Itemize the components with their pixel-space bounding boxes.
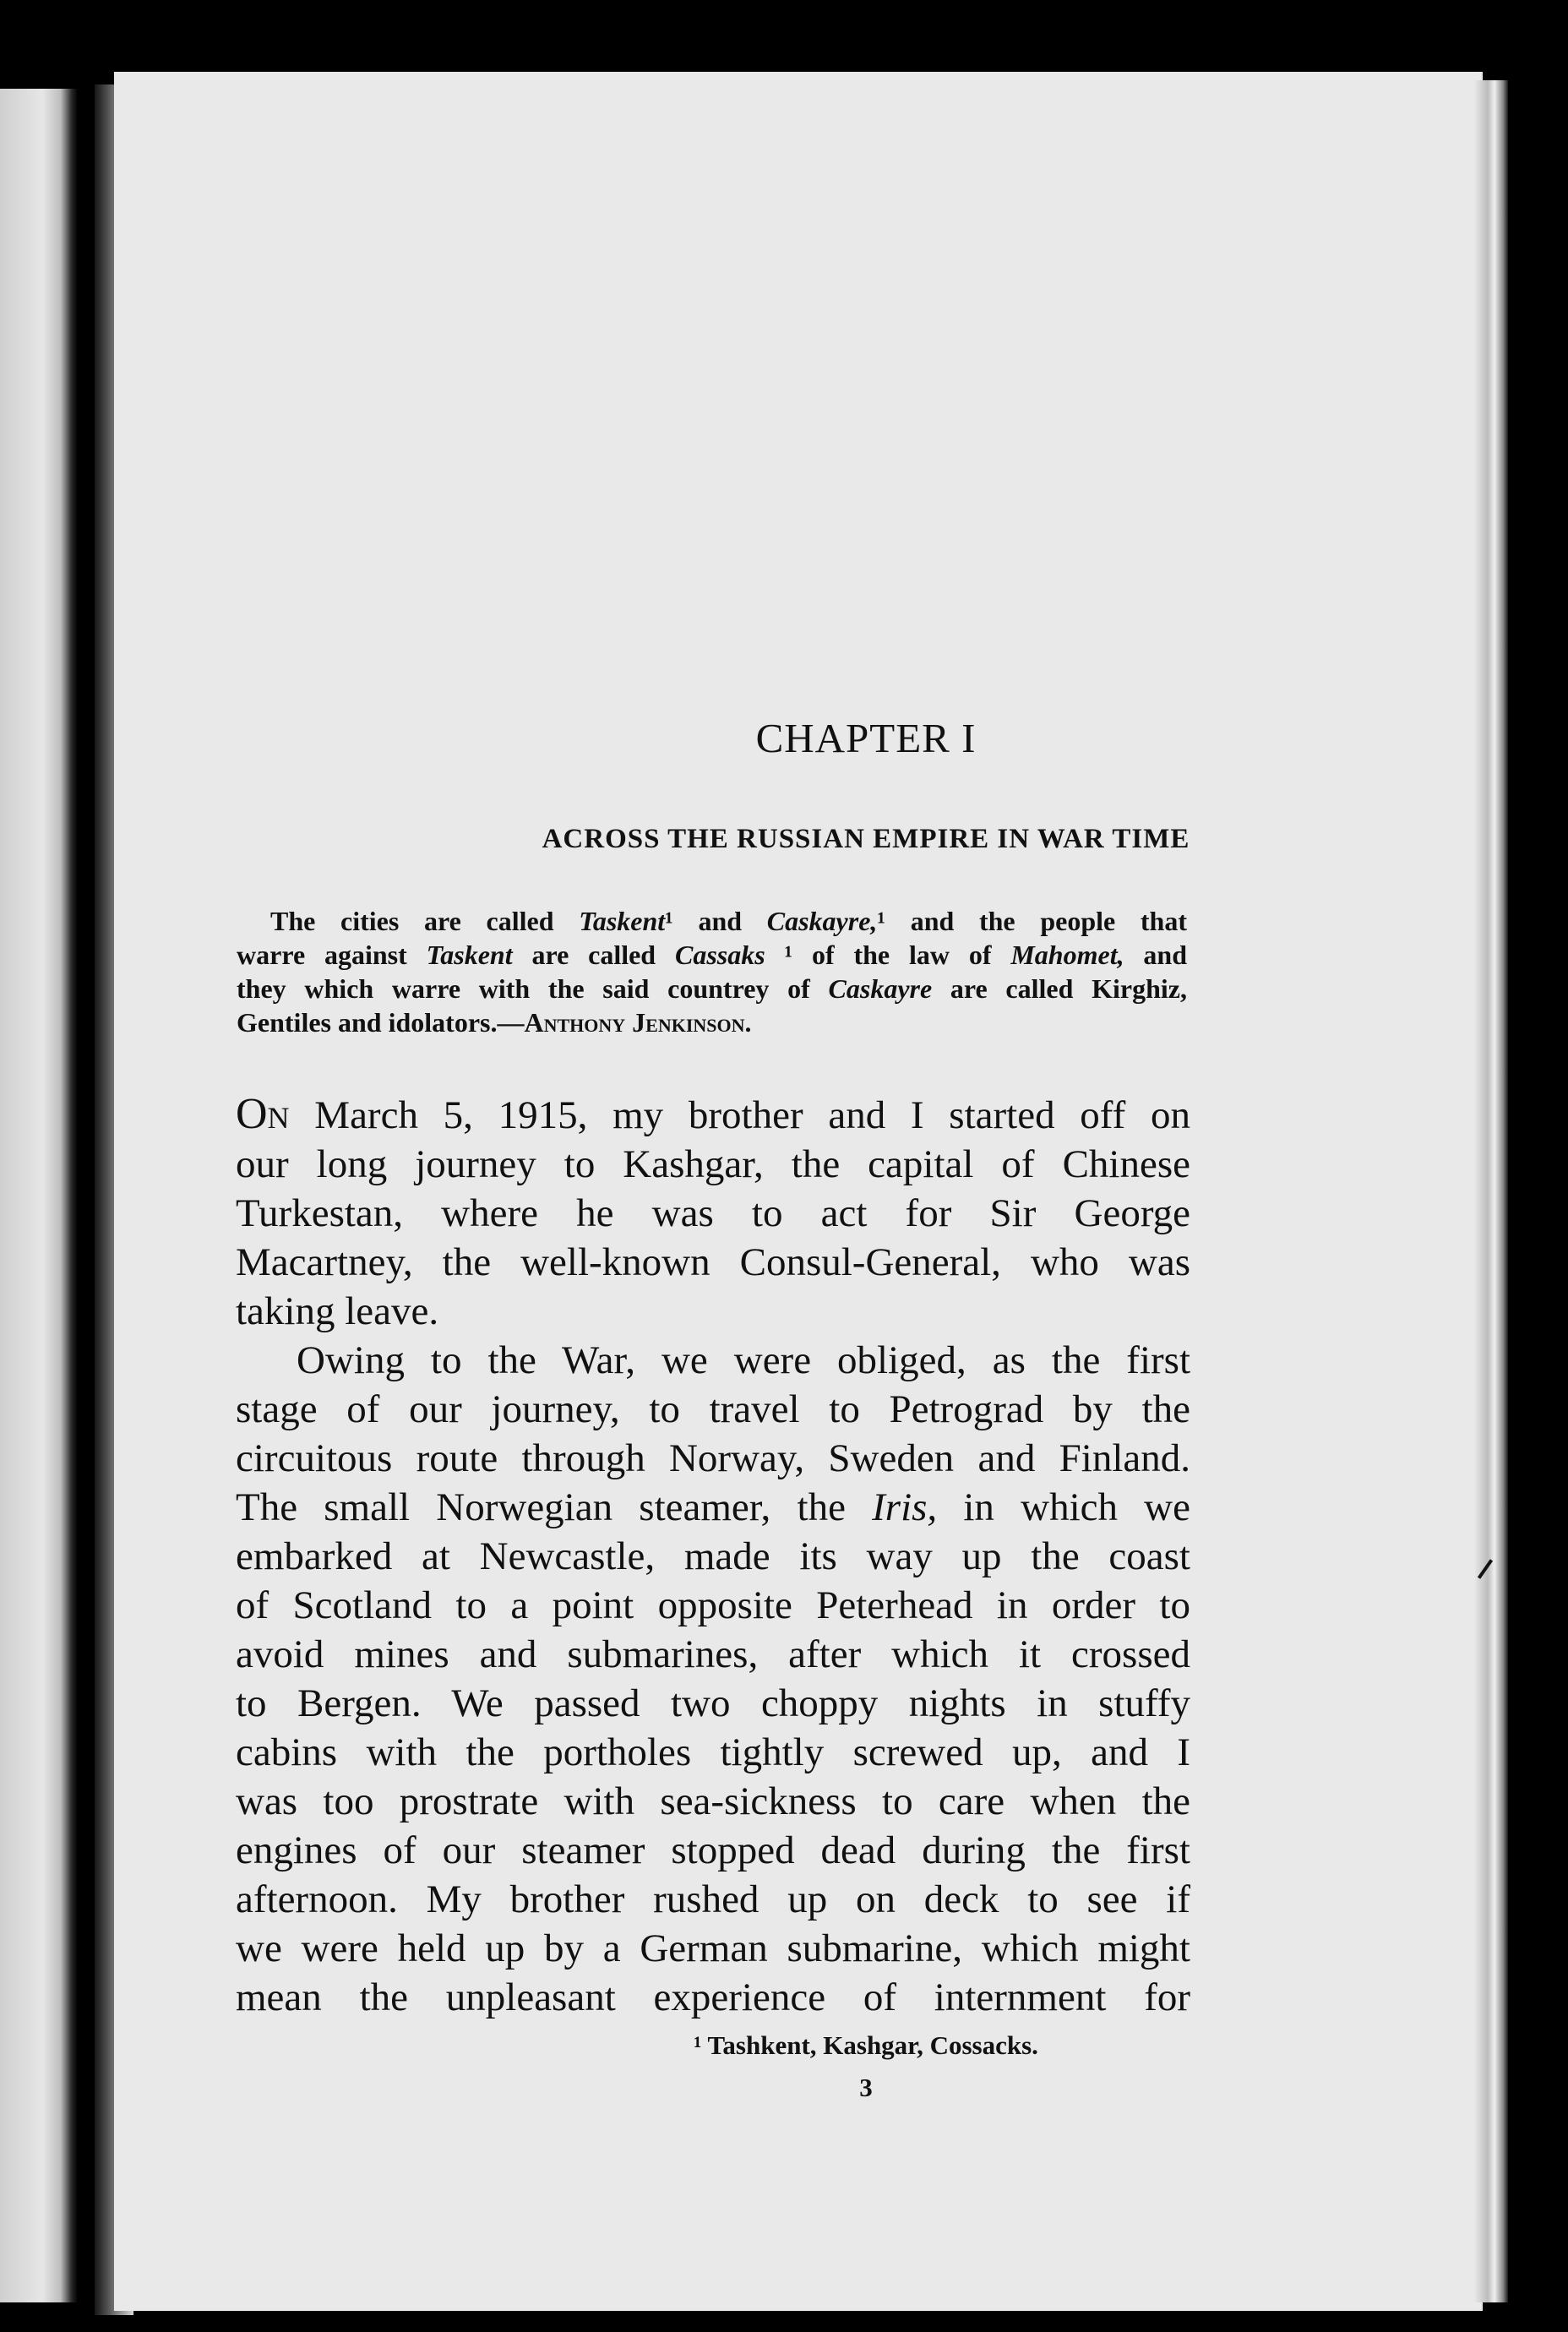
drop-cap: On (236, 1090, 290, 1138)
book-page (114, 72, 1483, 2311)
chapter-title: CHAPTER I (755, 715, 977, 761)
text-line: embarked at Newcastle, made its way up the coast (236, 1534, 1190, 1578)
facing-page-edge (0, 89, 78, 2302)
text-line: afternoon. My brother rushed up on deck to see if (236, 1877, 1190, 1921)
text-line: Turkestan, where he was to act for Sir George (236, 1191, 1190, 1235)
text-line: mean the unpleasant experience of internment for (236, 1975, 1190, 2019)
text-line: Owing to the War, we were obliged, as the first (297, 1338, 1190, 1382)
body-text (236, 1090, 1190, 2022)
text-line: was too prostrate with sea-sickness to care when the (236, 1779, 1190, 1823)
epigraph-line: The cities are called Taskent¹ and Caskayre,¹ and the people that (270, 906, 1188, 936)
chapter-subtitle: ACROSS THE RUSSIAN EMPIRE IN WAR TIME (542, 824, 1190, 854)
text-line: engines of our steamer stopped dead during the first (236, 1828, 1190, 1872)
footnote: ¹ Tashkent, Kashgar, Cossacks. (694, 2030, 1038, 2060)
text-line: taking leave. (236, 1289, 439, 1333)
epigraph-author: Anthony Jenkinson. (524, 1007, 752, 1038)
text-line: avoid mines and submarines, after which it crossed (236, 1632, 1190, 1676)
epigraph-line: warre against Taskent are called Cassaks ¹ of the law of Mahomet, and (237, 940, 1188, 970)
text-line: our long journey to Kashgar, the capital of Chinese (236, 1142, 1190, 1186)
text-line: to Bergen. We passed two choppy nights in stuffy (236, 1681, 1190, 1725)
page-number: 3 (859, 2073, 873, 2102)
text-line: Macartney, the well-known Consul-General, who was (236, 1240, 1190, 1284)
text-line: On March 5, 1915, my brother and I started off on (236, 1090, 1190, 1138)
page-edge-mark (1478, 1559, 1493, 1579)
text-line: The small Norwegian steamer, the Iris, in which we (236, 1485, 1190, 1529)
epigraph-line: they which warre with the said countrey of Caskayre are called Kirghiz, (237, 973, 1188, 1004)
page-fore-edge (1474, 80, 1508, 2302)
text-line: cabins with the portholes tightly screwed up, and I (236, 1730, 1190, 1774)
text-line: of Scotland to a point opposite Peterhead in order to (236, 1583, 1190, 1627)
text-line: we were held up by a German submarine, which might (236, 1926, 1190, 1970)
text-line: circuitous route through Norway, Sweden and Finland. (236, 1436, 1190, 1480)
epigraph (237, 904, 1187, 1039)
epigraph-line: Gentiles and idolators.—Anthony Jenkinson. (237, 1007, 752, 1038)
text-line: stage of our journey, to travel to Petrograd by the (236, 1387, 1190, 1431)
